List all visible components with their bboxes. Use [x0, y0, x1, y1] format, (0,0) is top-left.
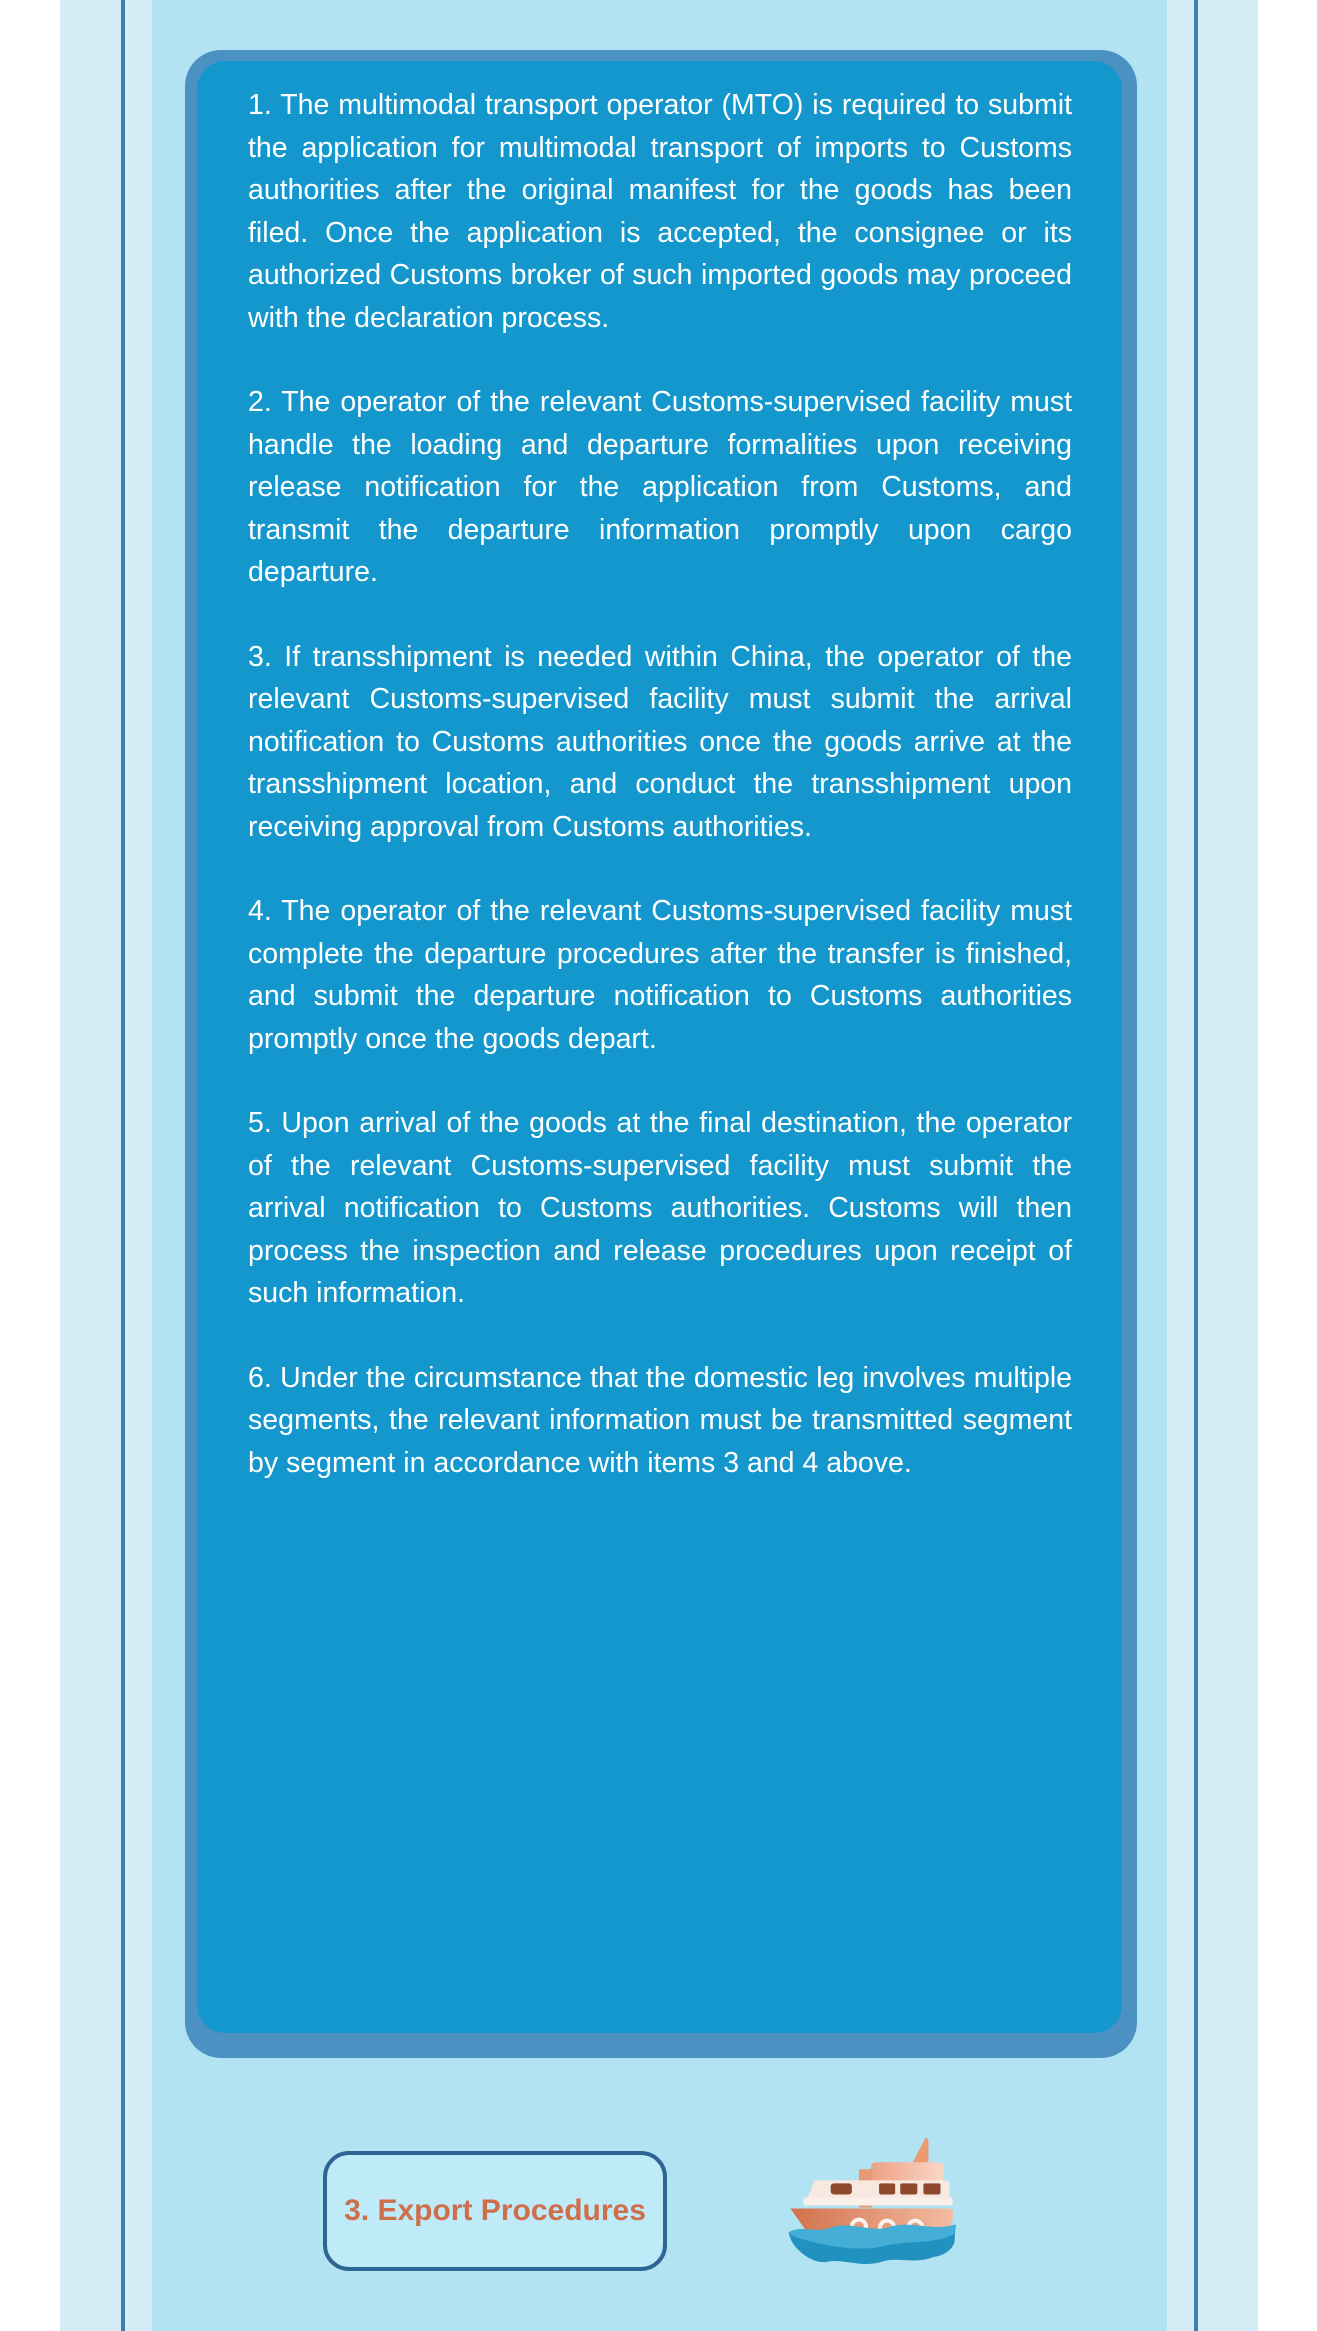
ship-window: [879, 2183, 895, 2194]
procedure-item-4: 4. The operator of the relevant Customs-supervised facility must complete the departure procedures after the transfer is finished, and submit the departure notification to Customs authorities promptly once the goods depart.: [248, 895, 1072, 1055]
right-border-rule: [1194, 0, 1198, 2331]
export-procedures-heading-box: [323, 2151, 667, 2271]
ship-deck-stripe: [803, 2197, 952, 2205]
left-border-rule: [121, 0, 125, 2331]
ship-icon: [786, 2136, 958, 2268]
procedure-item-3: 3. If transshipment is needed within China, the operator of the relevant Customs-supervised facility must submit the arrival notification to Customs authorities once the goods arrive at the transshipment location, and conduct the transshipment upon receiving approval from Customs authorities.: [248, 640, 1072, 843]
procedure-item-1: 1. The multimodal transport operator (MTO) is required to submit the application for multimodal transport of imports to Customs authorities after the original manifest for the goods has been filed. Once the application is accepted, the consignee or its authorized Customs broker of such imported goods may proceed with the declaration process.: [248, 89, 1072, 334]
procedure-item-5: 5. Upon arrival of the goods at the final destination, the operator of the relevant Customs-supervised facility must submit the arrival notification to Customs authorities. Customs will then process the inspection and release procedures upon receipt of such information.: [248, 1107, 1072, 1309]
procedure-item-2: 2. The operator of the relevant Customs-supervised facility must handle the loading and departure formalities upon receiving release notification for the application from Customs, and transmit the departure information promptly upon cargo departure.: [248, 386, 1072, 588]
ship-window: [900, 2183, 917, 2194]
ship-window: [831, 2183, 852, 2194]
ship-window: [923, 2183, 940, 2194]
import-procedures-card: [185, 50, 1137, 2058]
export-procedures-label: 3. Export Procedures: [344, 2194, 646, 2227]
import-procedures-card-body: [197, 61, 1122, 2033]
procedure-item-6: 6. Under the circumstance that the domestic leg involves multiple segments, the relevant information must be transmitted segment by segment in accordance with items 3 and 4 above.: [248, 1361, 1072, 1479]
